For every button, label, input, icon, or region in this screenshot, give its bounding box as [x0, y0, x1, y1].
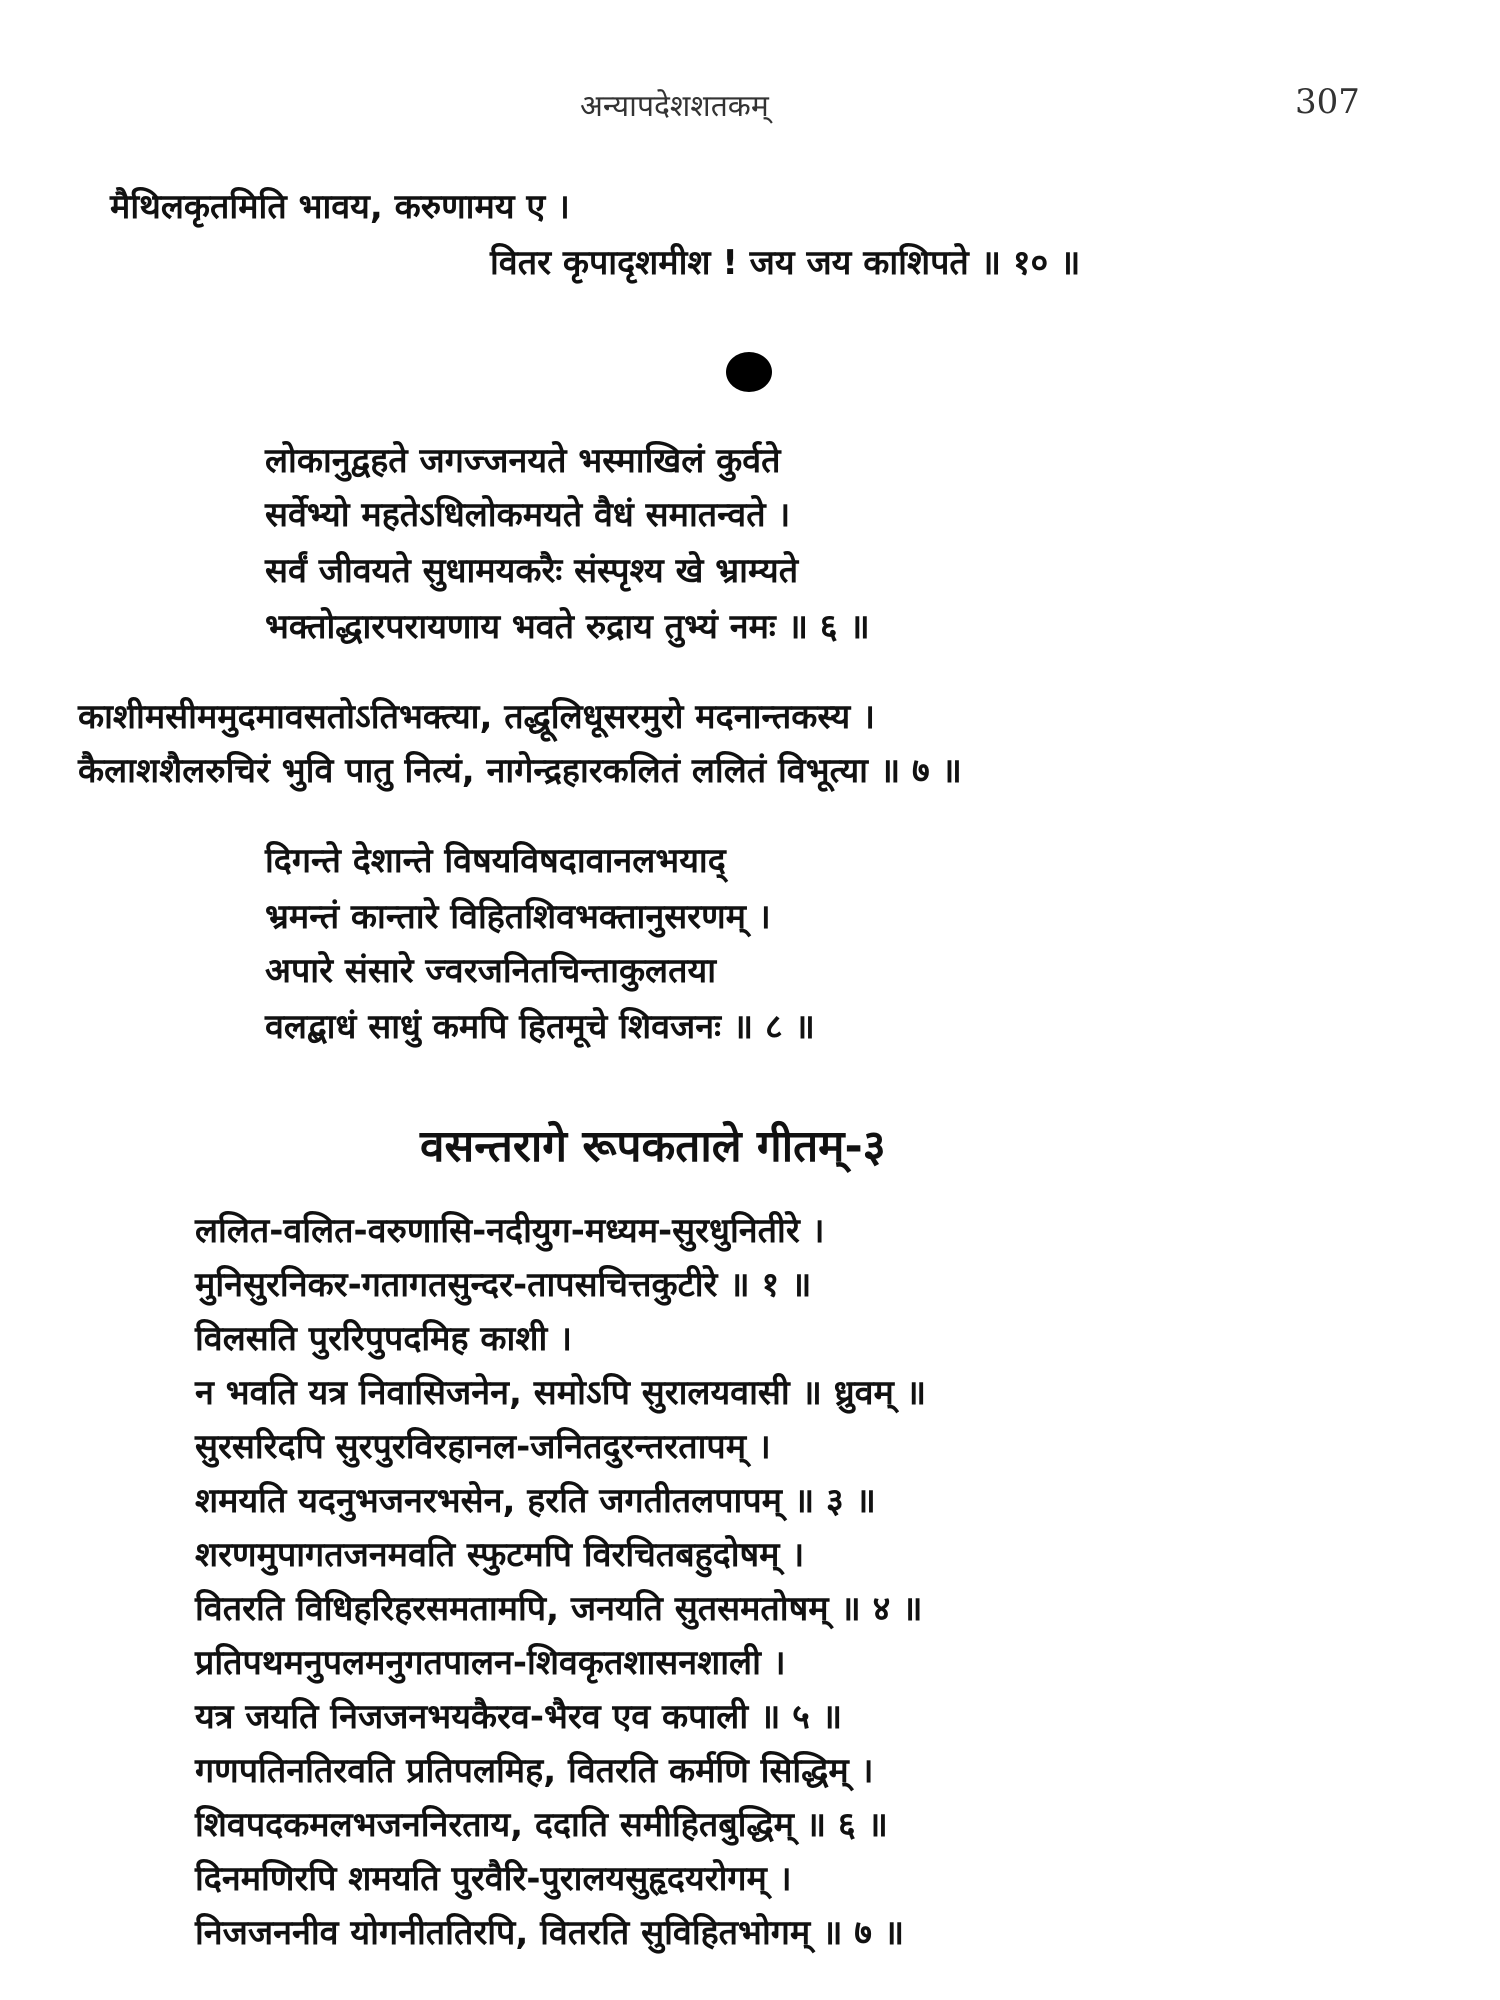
song-line-3: विलसति पुररिपुपदमिह काशी ।	[195, 1319, 572, 1359]
verse-8-line-1: दिगन्ते देशान्ते विषयविषदावानलभयाद्	[265, 841, 726, 881]
song-line-5: सुरसरिदपि सुरपुरविरहानल-जनितदुरन्तरतापम् ।	[195, 1427, 771, 1467]
song-line-4: न भवति यत्र निवासिजनेन, समोऽपि सुरालयवासी ॥ ध्रुवम् ॥	[195, 1373, 927, 1413]
song-line-8: वितरति विधिहरिहरसमतामपि, जनयति सुतसमतोषम् ॥ ४ ॥	[195, 1589, 923, 1629]
song-heading: वसन्तरागे रूपकताले गीतम्-३	[420, 1121, 886, 1172]
verse-10-line-1: मैथिलकृतमिति भावय, करुणामय ए ।	[110, 187, 570, 227]
section-divider-dot	[726, 352, 772, 392]
song-line-6: शमयति यदनुभजनरभसेन, हरति जगतीतलपापम् ॥ ३ ॥	[195, 1481, 876, 1521]
verse-8-line-3: अपारे संसारे ज्वरजनितचिन्ताकुलतया	[265, 951, 717, 991]
song-line-12: शिवपदकमलभजननिरताय, ददाति समीहितबुद्धिम् ॥ ६ ॥	[195, 1805, 888, 1845]
song-line-10: यत्र जयति निजजनभयकैरव-भैरव एव कपाली ॥ ५ ॥	[195, 1697, 843, 1737]
running-head: अन्यापदेशशतकम्	[580, 89, 769, 124]
verse-8-line-2: भ्रमन्तं कान्तारे विहितशिवभक्तानुसरणम् ।	[265, 897, 771, 937]
verse-7-line-1: काशीमसीममुदमावसतोऽतिभक्त्या, तद्धूलिधूसरमुरो मदनान्तकस्य ।	[78, 697, 876, 737]
song-line-11: गणपतिनतिरवति प्रतिपलमिह, वितरति कर्मणि सिद्धिम् ।	[195, 1751, 874, 1791]
verse-6-line-4: भक्तोद्धारपरायणाय भवते रुद्राय तुभ्यं नमः ॥ ६ ॥	[265, 607, 870, 647]
song-line-1: ललित-वलित-वरुणासि-नदीयुग-मध्यम-सुरधुनितीरे ।	[195, 1211, 825, 1251]
song-line-13: दिनमणिरपि शमयति पुरवैरि-पुरालयसुहृदयरोगम् ।	[195, 1859, 792, 1899]
verse-6-line-1: लोकानुद्वहते जगज्जनयते भस्माखिलं कुर्वते	[265, 441, 781, 481]
verse-6-line-3: सर्वं जीवयते सुधामयकरैः संस्पृश्य खे भ्राम्यते	[265, 551, 799, 591]
song-line-9: प्रतिपथमनुपलमनुगतपालन-शिवकृतशासनशाली ।	[195, 1643, 786, 1683]
song-line-2: मुनिसुरनिकर-गतागतसुन्दर-तापसचित्तकुटीरे ॥ १ ॥	[195, 1265, 812, 1305]
verse-7-line-2: कैलाशशैलरुचिरं भुवि पातु नित्यं, नागेन्द्रहारकलितं ललितं विभूत्या ॥ ७ ॥	[78, 751, 962, 791]
page-number: 307	[1295, 82, 1360, 122]
verse-8-line-4: वलद्बाधं साधुं कमपि हितमूचे शिवजनः ॥ ८ ॥	[265, 1007, 815, 1047]
verse-6-line-2: सर्वेभ्यो महतेऽधिलोकमयते वैधं समातन्वते ।	[265, 495, 791, 535]
song-line-14: निजजननीव योगनीततिरपि, वितरति सुविहितभोगम् ॥ ७ ॥	[195, 1913, 905, 1953]
song-line-7: शरणमुपागतजनमवति स्फुटमपि विरचितबहुदोषम् ।	[195, 1535, 805, 1575]
verse-10-line-2: वितर कृपादृशमीश ! जय जय काशिपते ॥ १० ॥	[490, 243, 1081, 283]
